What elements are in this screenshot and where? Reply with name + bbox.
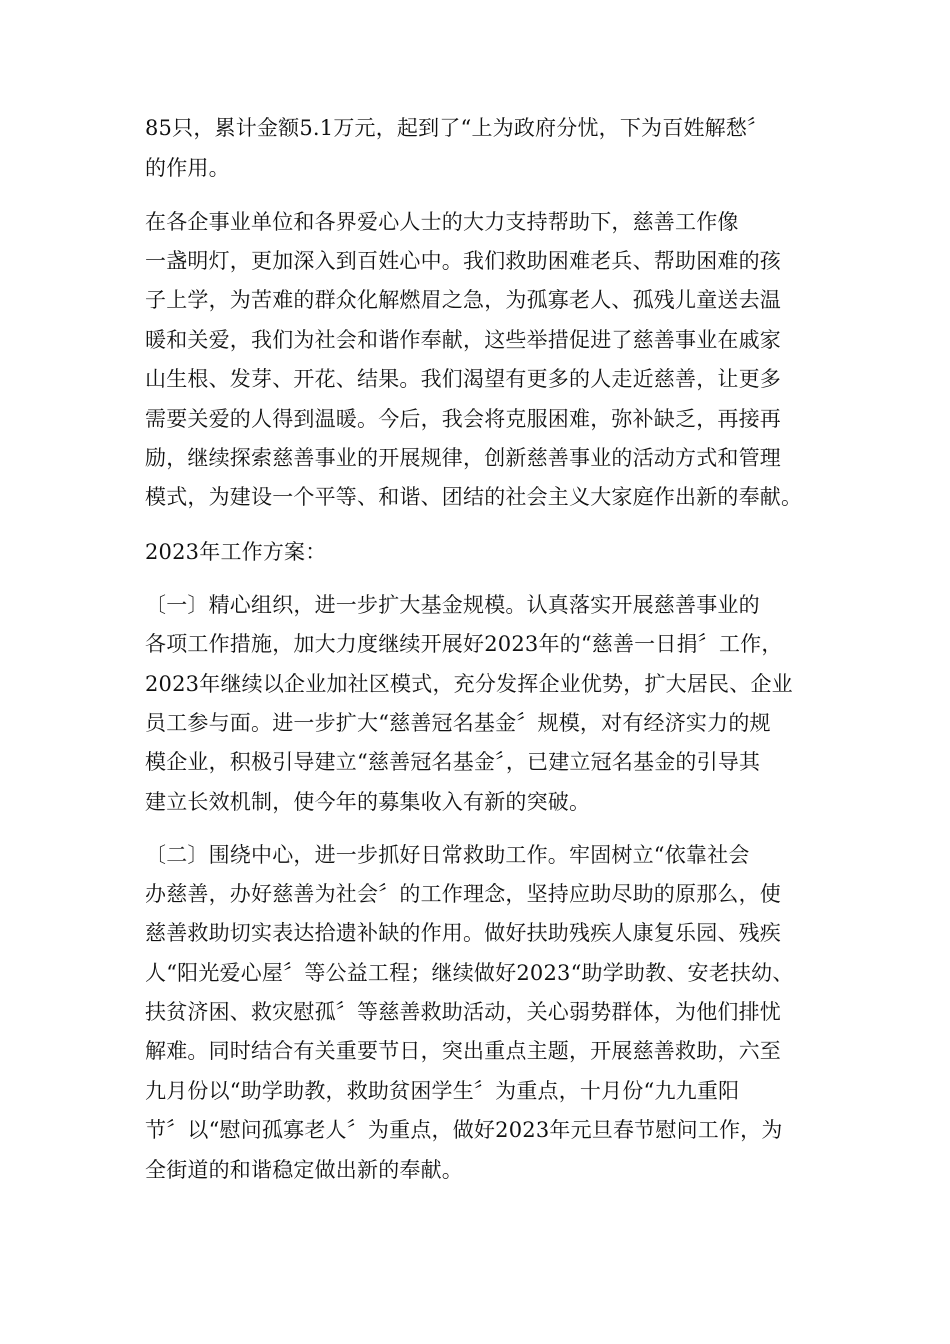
paragraph-4-line-6: 建立长效机制，使今年的募集收入有新的突破。	[145, 790, 591, 814]
paragraph-5-line-9: 全街道的和谐稳定做出新的奉献。	[145, 1158, 463, 1182]
paragraph-4-line-2: 各项工作措施，加大力度继续开展好2023年的“慈善一日捐〞工作，	[145, 632, 783, 656]
paragraph-2-line-1: 在各企事业单位和各界爱心人士的大力支持帮助下，慈善工作像	[145, 210, 739, 234]
paragraph-2-line-6: 需要关爱的人得到温暖。今后，我会将克服困难，弥补缺乏，再接再	[145, 407, 781, 431]
paragraph-2-line-3: 子上学，为苦难的群众化解燃眉之急，为孤寡老人、孤残儿童送去温	[145, 288, 781, 312]
paragraph-4-line-5: 模企业，积极引导建立“慈善冠名基金〞，已建立冠名基金的引导其	[145, 750, 761, 774]
paragraph-5-line-4: 人“阳光爱心屋〞等公益工程；继续做好2023“助学助教、安老扶幼、	[145, 961, 794, 985]
paragraph-2-line-8: 模式，为建设一个平等、和谐、团结的社会主义大家庭作出新的奉献。	[145, 485, 803, 509]
paragraph-4-line-3: 2023年继续以企业加社区模式，充分发挥企业优势，扩大居民、企业	[145, 672, 793, 696]
paragraph-5-line-3: 慈善救助切实表达拾遗补缺的作用。做好扶助残疾人康复乐园、残疾	[145, 921, 781, 945]
paragraph-5-line-5: 扶贫济困、救灾慰孤〞等慈善救助活动，关心弱势群体，为他们排忧	[145, 1000, 781, 1024]
paragraph-5-line-7: 九月份以“助学助教，救助贫困学生〞为重点，十月份“九九重阳	[145, 1079, 740, 1103]
paragraph-4-line-1: 〔一〕精心组织，进一步扩大基金规模。认真落实开展慈善事业的	[145, 593, 760, 617]
paragraph-5-line-8: 节〞以“慰问孤寡老人〞为重点，做好2023年元旦春节慰问工作，为	[145, 1118, 783, 1142]
paragraph-2-line-5: 山生根、发芽、开花、结果。我们渴望有更多的人走近慈善，让更多	[145, 367, 781, 391]
paragraph-5-line-1: 〔二〕围绕中心，进一步抓好日常救助工作。牢固树立“依靠社会	[145, 843, 750, 867]
paragraph-2-line-2: 一盏明灯，更加深入到百姓心中。我们救助困难老兵、帮助困难的孩	[145, 249, 781, 273]
paragraph-4-line-4: 员工参与面。进一步扩大“慈善冠名基金〞规模，对有经济实力的规	[145, 711, 771, 735]
paragraph-2-line-7: 励，继续探索慈善事业的开展规律，创新慈善事业的活动方式和管理	[145, 446, 781, 470]
paragraph-1-line-1: 85只，累计金额5.1万元，起到了“上为政府分忧，下为百姓解愁〞	[145, 116, 769, 140]
paragraph-5-line-6: 解难。同时结合有关重要节日，突出重点主题，开展慈善救助，六至	[145, 1039, 781, 1063]
paragraph-1-line-2: 的作用。	[145, 156, 230, 180]
work-plan-heading: 2023年工作方案：	[145, 540, 327, 564]
paragraph-5-line-2: 办慈善，办好慈善为社会〞的工作理念，坚持应助尽助的原那么，使	[145, 882, 781, 906]
paragraph-2-line-4: 暖和关爱，我们为社会和谐作奉献，这些举措促进了慈善事业在戚家	[145, 328, 781, 352]
